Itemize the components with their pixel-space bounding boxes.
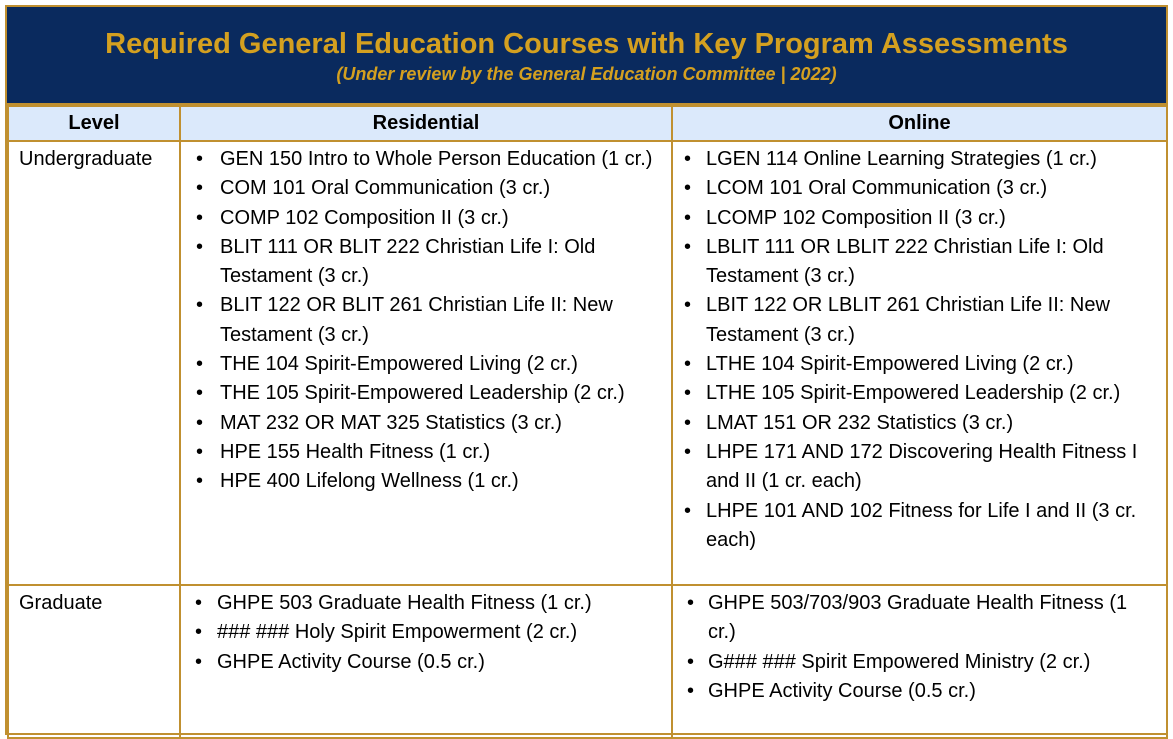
column-header-residential: Residential [180, 106, 672, 141]
list-item: • MAT 232 OR MAT 325 Statistics (3 cr.) [181, 409, 671, 438]
table-row-graduate [8, 585, 1167, 738]
list-item: • THE 105 Spirit-Empowered Leadership (2 cr.) [181, 379, 671, 408]
course-table-frame [5, 5, 1168, 735]
list-item: • ### ### Holy Spirit Empowerment (2 cr.) [181, 618, 671, 647]
list-item: • G### ### Spirit Empowered Ministry (2 cr.) [673, 648, 1166, 677]
list-item: • GHPE Activity Course (0.5 cr.) [181, 648, 671, 677]
list-item: • COMP 102 Composition II (3 cr.) [181, 204, 671, 233]
residential-cell [180, 141, 672, 585]
list-item: • LCOM 101 Oral Communication (3 cr.) [673, 174, 1166, 203]
level-cell: Undergraduate [8, 141, 180, 585]
list-item: • LTHE 105 Spirit-Empowered Leadership (2 cr.) [673, 379, 1166, 408]
list-item: • LMAT 151 OR 232 Statistics (3 cr.) [673, 409, 1166, 438]
list-item: • LHPE 101 AND 102 Fitness for Life I and II (3 cr. each) [673, 497, 1166, 556]
list-item: • HPE 400 Lifelong Wellness (1 cr.) [181, 467, 671, 496]
level-cell: Graduate [8, 585, 180, 738]
online-course-list [673, 589, 1166, 706]
list-item: • COM 101 Oral Communication (3 cr.) [181, 174, 671, 203]
residential-course-list [181, 589, 671, 677]
column-header-level: Level [8, 106, 180, 141]
column-header-online: Online [672, 106, 1167, 141]
header-row [8, 106, 1167, 141]
list-item: • HPE 155 Health Fitness (1 cr.) [181, 438, 671, 467]
list-item: • LCOMP 102 Composition II (3 cr.) [673, 204, 1166, 233]
list-item: • THE 104 Spirit-Empowered Living (2 cr.) [181, 350, 671, 379]
list-item: • GEN 150 Intro to Whole Person Education (1 cr.) [181, 145, 671, 174]
courses-table [7, 105, 1168, 739]
list-item: • GHPE 503 Graduate Health Fitness (1 cr.) [181, 589, 671, 618]
residential-course-list [181, 145, 671, 497]
list-item: • BLIT 122 OR BLIT 261 Christian Life II: New Testament (3 cr.) [181, 291, 671, 350]
page-title: Required General Education Courses with Key Program Assessments [105, 28, 1068, 60]
list-item: • BLIT 111 OR BLIT 222 Christian Life I: Old Testament (3 cr.) [181, 233, 671, 292]
page-subtitle: (Under review by the General Education Committee | 2022) [336, 64, 837, 84]
list-item: • GHPE Activity Course (0.5 cr.) [673, 677, 1166, 706]
online-cell [672, 585, 1167, 738]
list-item: • LBIT 122 OR LBLIT 261 Christian Life II: New Testament (3 cr.) [673, 291, 1166, 350]
list-item: • LGEN 114 Online Learning Strategies (1 cr.) [673, 145, 1166, 174]
online-cell [672, 141, 1167, 585]
residential-cell [180, 585, 672, 738]
table-row-undergraduate [8, 141, 1167, 585]
title-banner [7, 7, 1166, 105]
list-item: • LHPE 171 AND 172 Discovering Health Fitness I and II (1 cr. each) [673, 438, 1166, 497]
online-course-list [673, 145, 1166, 555]
list-item: • LBLIT 111 OR LBLIT 222 Christian Life I: Old Testament (3 cr.) [673, 233, 1166, 292]
list-item: • LTHE 104 Spirit-Empowered Living (2 cr.) [673, 350, 1166, 379]
list-item: • GHPE 503/703/903 Graduate Health Fitness (1 cr.) [673, 589, 1166, 648]
